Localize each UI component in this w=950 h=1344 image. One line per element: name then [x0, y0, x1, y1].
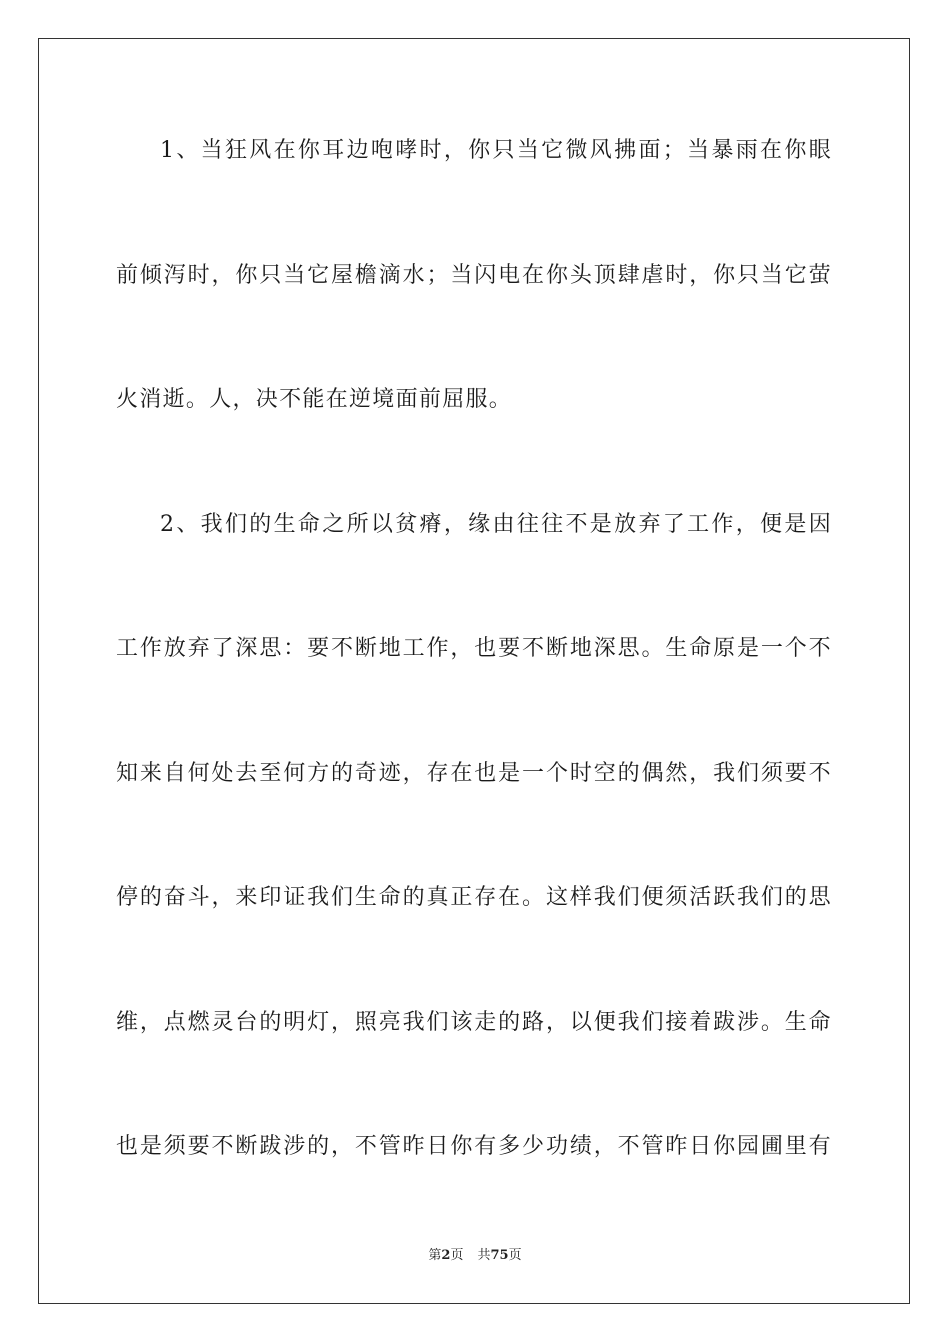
- text-line: 火消逝。人，决不能在逆境面前屈服。: [116, 387, 513, 412]
- total-pages-number: 75: [490, 1248, 509, 1263]
- text-line: 工作放弃了深思：要不断地工作，也要不断地深思。生命原是一个不: [116, 636, 832, 661]
- text-line: 1、当狂风在你耳边咆哮时，你只当它微风拂面；当暴雨在你眼: [160, 138, 832, 163]
- page-suffix: 页: [450, 1248, 464, 1263]
- page-prefix: 第: [428, 1248, 442, 1263]
- total-prefix: 共: [477, 1248, 491, 1263]
- text-line: 知来自何处去至何方的奇迹，存在也是一个时空的偶然，我们须要不: [116, 761, 832, 786]
- page-footer: [0, 1247, 950, 1265]
- text-line: 停的奋斗，来印证我们生命的真正存在。这样我们便须活跃我们的思: [116, 885, 832, 910]
- text-line: 维，点燃灵台的明灯，照亮我们该走的路，以便我们接着跋涉。生命: [116, 1010, 832, 1035]
- total-suffix: 页: [508, 1248, 522, 1263]
- text-line: 2、我们的生命之所以贫瘠，缘由往往不是放弃了工作，便是因: [160, 512, 832, 537]
- text-line: 前倾泻时，你只当它屋檐滴水；当闪电在你头顶肆虐时，你只当它萤: [116, 263, 832, 288]
- text-line: 也是须要不断跋涉的，不管昨日你有多少功绩，不管昨日你园圃里有: [116, 1134, 832, 1159]
- current-page-number: 2: [441, 1248, 451, 1263]
- page-border: [38, 38, 910, 1304]
